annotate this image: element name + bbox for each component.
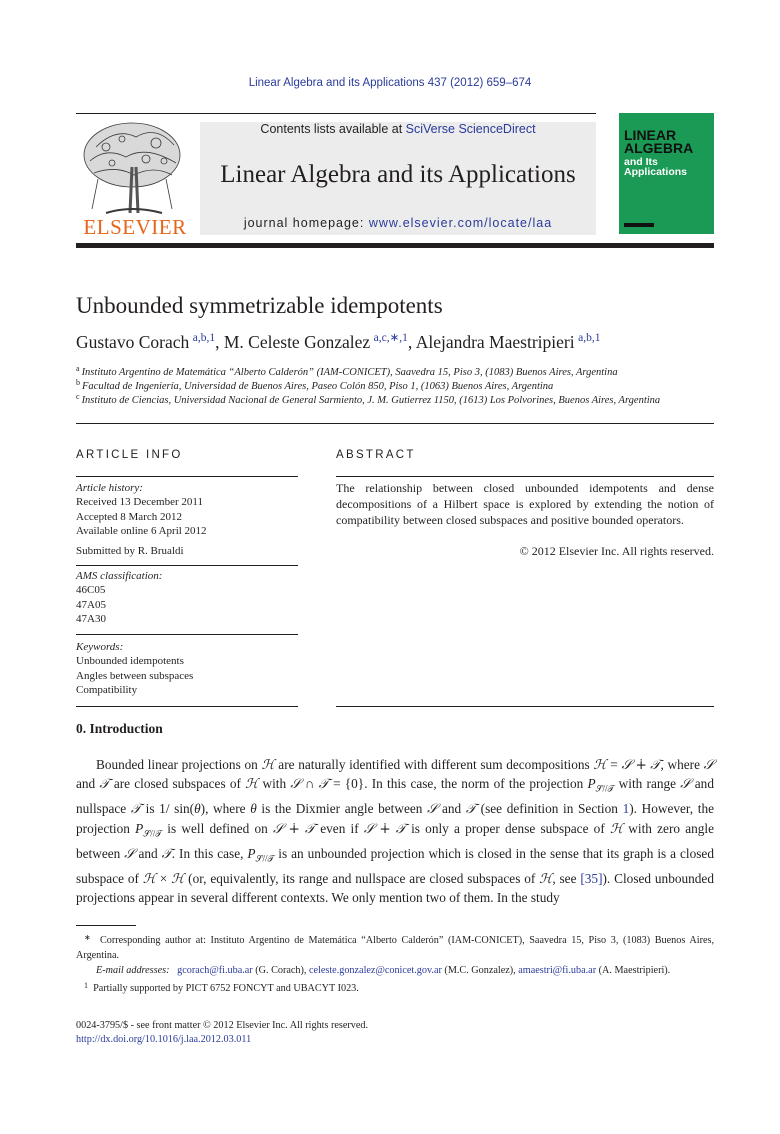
affiliation-text: Instituto de Ciencias, Universidad Nacional de General Sarmiento, J. M. Gutierrez 1150, (1613) Los Polvorines, Buenos Aires, Argentina: [81, 395, 661, 406]
footnotes: [76, 930, 714, 996]
footnote-mark: 1: [84, 981, 88, 990]
ams-label: AMS classification:: [76, 570, 163, 582]
email-owner: (A. Maestripieri).: [598, 965, 671, 976]
citation-link[interactable]: [35]: [580, 871, 603, 886]
affiliation-mark: c: [76, 392, 80, 401]
cover-bottom-bar: [624, 223, 654, 227]
footnote-mark: ∗: [84, 933, 91, 942]
footnote-rule: [76, 925, 136, 926]
affiliation: [76, 364, 618, 378]
author-marks[interactable]: a,b,1: [578, 332, 601, 344]
intro-paragraph: Bounded linear projections on ℋ are naturally identified with different sum decompositions ℋ = 𝒮 ∔ 𝒯, where 𝒮 and 𝒯 are closed subspaces of ℋ with 𝒮 ∩ 𝒯 = {0}. In this case, the norm of the projection $P_{𝒮//𝒯}$ with range 𝒮 and nullspace 𝒯 is 1/ sin(θ), where θ is the Dixmier angle between 𝒮 and 𝒯 (see definition in Section 1). However, the projection $P_{𝒮//𝒯}$ is well defined on 𝒮 ∔ 𝒯 even if 𝒮 ∔ 𝒯 is only a proper dense subspace of ℋ with zero angle between 𝒮 and 𝒯. In this case, $P_{𝒮//𝒯}$ is an unbounded projection which is closed in the sense that its graph is a closed subspace of ℋ × ℋ (or, equivalently, its range and nullspace are closed subspaces of ℋ, see [35]). Closed unbounded projections appear in several different contexts. We only mention two of them. In the study: [76, 757, 715, 906]
keyword: Angles between subspaces: [76, 669, 194, 682]
cover-line-2: ALGEBRA: [624, 140, 694, 156]
abstract-text: The relationship between closed unbounded idempotents and dense decompositions of a Hilbert space is explored by extending the notion of compatibility between closed subspaces and positive bounded operators.: [336, 481, 714, 527]
cover-line-4: Applications: [624, 166, 688, 178]
cover-title: [624, 129, 693, 155]
email-link[interactable]: amaestri@fi.uba.ar: [518, 965, 597, 976]
article-title: Unbounded symmetrizable idempotents: [76, 293, 443, 318]
contents-prefix: Contents lists available at: [260, 122, 406, 136]
author-marks[interactable]: a,c,∗,1: [373, 332, 408, 344]
email-link[interactable]: celeste.gonzalez@conicet.gov.ar: [308, 965, 442, 976]
ams-code: 47A30: [76, 612, 106, 625]
header-thick-rule: [76, 243, 714, 248]
received-date: Received 13 December 2011: [76, 496, 203, 509]
ams-classification: [76, 569, 298, 626]
article-info-heading: ARTICLE INFO: [76, 449, 183, 461]
elsevier-logo: [76, 117, 194, 237]
affiliation: [76, 392, 660, 406]
ams-code: 46C05: [76, 584, 106, 597]
footnote-funding: [76, 978, 714, 996]
contents-line: [200, 122, 596, 136]
intro-text: are naturally identified with different sum decompositions: [274, 757, 594, 772]
email-owner: (M.C. Gonzalez),: [444, 965, 516, 976]
info-divider: [76, 634, 298, 635]
abstract-heading: ABSTRACT: [336, 449, 416, 461]
intro-text: Bounded linear projections on: [96, 757, 262, 772]
history-label: Article history:: [76, 482, 143, 494]
elsevier-wordmark: ELSEVIER: [83, 215, 187, 239]
online-date: Available online 6 April 2012: [76, 524, 207, 537]
email-link[interactable]: gcorach@fi.uba.ar: [177, 965, 253, 976]
footnote-emails: [76, 963, 714, 978]
submitted-by: Submitted by R. Brualdi: [76, 545, 184, 558]
section-heading: 0. Introduction: [76, 721, 163, 736]
abstract-copyright: © 2012 Elsevier Inc. All rights reserved.: [519, 544, 714, 558]
sciencedirect-link[interactable]: SciVerse ScienceDirect: [405, 122, 536, 136]
article-history: [76, 481, 298, 558]
cover-line-1: LINEAR: [624, 127, 677, 143]
keyword: Compatibility: [76, 683, 138, 696]
author-name: Alejandra Maestripieri: [415, 332, 575, 352]
email-label: E-mail addresses:: [96, 965, 170, 976]
accepted-date: Accepted 8 March 2012: [76, 510, 182, 523]
footnote-text: Corresponding author at: Instituto Argentino de Matemática “Alberto Calderón” (IAM-CONICET), Saavedra 15, Piso 3, (1083) Buenos Aires, Argentina.: [76, 935, 714, 961]
author-name: M. Celeste Gonzalez: [223, 332, 371, 352]
abstract-rule: [336, 476, 714, 477]
ams-code: 47A05: [76, 598, 106, 611]
author-name: Gustavo Corach: [76, 332, 190, 352]
affiliation-bottom-rule: [76, 423, 714, 424]
email-owner: (G. Corach),: [255, 965, 307, 976]
journal-cover: [619, 113, 714, 234]
doi-link[interactable]: http://dx.doi.org/10.1016/j.laa.2012.03.011: [76, 1034, 252, 1045]
homepage-prefix: journal homepage:: [243, 216, 369, 230]
cover-subtitle: [624, 157, 687, 177]
footnote-text: Partially supported by PICT 6752 FONCYT and UBACYT I023.: [93, 983, 359, 994]
article-info-bottom-rule: [76, 706, 298, 707]
cover-line-3: and Its: [624, 156, 658, 168]
info-divider: [76, 565, 298, 566]
front-matter-note: 0024-3795/$ - see front matter © 2012 Elsevier Inc. All rights reserved.: [76, 1020, 369, 1031]
homepage-link[interactable]: www.elsevier.com/locate/laa: [368, 216, 553, 230]
affiliation-mark: b: [76, 378, 80, 387]
author-marks[interactable]: a,b,1: [192, 332, 216, 344]
keywords-label: Keywords:: [76, 641, 124, 653]
affiliation: [76, 378, 553, 392]
author-list: Gustavo Corach $^{a,b,1}$, M. Celeste Gonzalez $^{a,c,∗,1}$, Alejandra Maestripieri $^{a,b,1}$: [76, 332, 601, 352]
section-ref-link[interactable]: 1: [622, 801, 630, 817]
journal-reference-link[interactable]: Linear Algebra and its Applications 437 (2012) 659–674: [248, 77, 532, 89]
homepage-line: [200, 216, 596, 230]
keywords: [76, 640, 298, 697]
journal-banner: [200, 122, 596, 235]
journal-title: Linear Algebra and its Applications: [220, 161, 576, 188]
keyword: Unbounded idempotents: [76, 655, 184, 668]
footnote-corresponding: [76, 930, 714, 963]
affiliation-text: Facultad de Ingeniería, Universidad de Buenos Aires, Paseo Colón 850, Piso 1, (1063) Buenos Aires, Argentina: [82, 381, 554, 392]
article-info-rule: [76, 476, 298, 477]
affiliation-text: Instituto Argentino de Matemática “Alberto Calderón” (IAM-CONICET), Saavedra 15, Piso 3, (1083) Buenos Aires, Argentina: [81, 367, 618, 378]
affiliation-mark: a: [76, 364, 80, 373]
header-top-rule: [76, 113, 596, 114]
abstract-bottom-rule: [336, 706, 714, 707]
